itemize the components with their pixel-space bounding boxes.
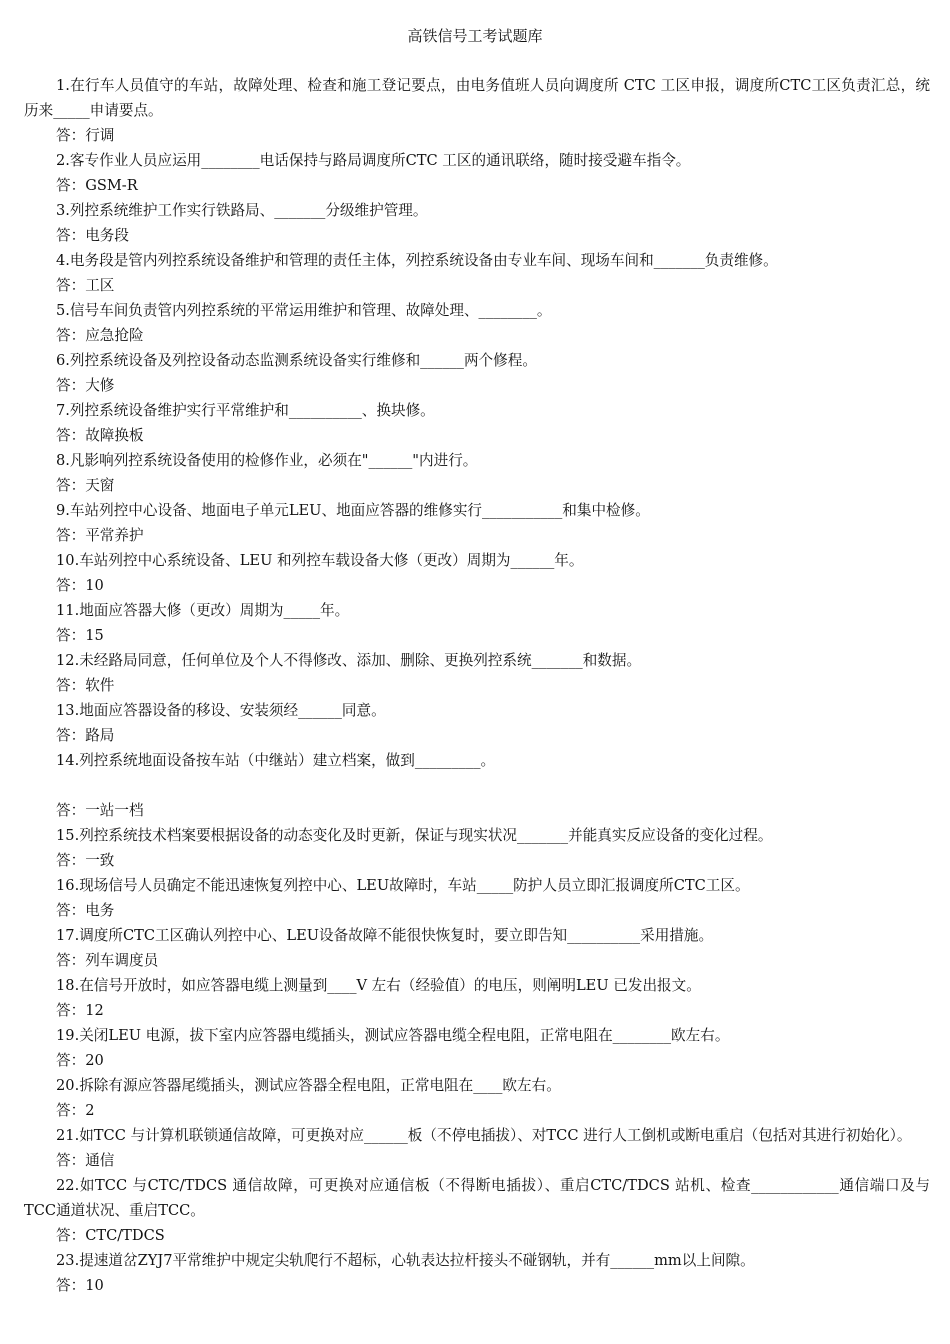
document-title: 高铁信号工考试题库 [407,27,543,45]
answer-text: 答：通信 [56,1152,115,1169]
answer-text: 答：应急抢险 [56,327,144,344]
question-text: 1.在行车人员值守的车站，故障处理、检查和施工登记要点，由电务值班人员向调度所 CTC 工区申报，调度所CTC工区负责汇总，统历来_____申请要点。 [24,77,930,119]
question-text: 3.列控系统维护工作实行铁路局、_______分级维护管理。 [56,202,428,219]
answer-text: 答：大修 [56,377,115,394]
answer-text: 答：路局 [56,727,115,744]
answer-text: 答：一致 [56,852,115,869]
answer-text: 答：故障换板 [56,427,144,444]
question-text: 21.如TCC 与计算机联锁通信故障，可更换对应______板（不停电插拔）、对TCC 进行人工倒机或断电重启（包括对其进行初始化）。 [56,1127,912,1144]
question-text: 4.电务段是管内列控系统设备维护和管理的责任主体，列控系统设备由专业车间、现场车间和_______负责维修。 [56,252,778,269]
question-text: 16.现场信号人员确定不能迅速恢复列控中心、LEU故障时，车站_____防护人员立即汇报调度所CTC工区。 [56,877,750,894]
answer-text: 答：12 [56,1002,104,1019]
answer-text: 答：平常养护 [56,527,144,544]
question-list [24,73,930,1298]
question-text: 17.调度所CTC工区确认列控中心、LEU设备故障不能很快恢复时，要立即告知__________采用措施。 [56,927,714,944]
answer-text: 答：软件 [56,677,115,694]
answer-text: 答：一站一档 [56,802,144,819]
answer-text: 答：行调 [56,127,115,144]
question-text: 18.在信号开放时，如应答器电缆上测量到____V 左右（经验值）的电压，则阐明LEU 已发出报文。 [56,977,701,994]
answer-text: 答：2 [56,1102,95,1119]
question-text: 10.车站列控中心系统设备、LEU 和列控车载设备大修（更改）周期为______年。 [56,552,584,569]
question-text: 19.关闭LEU 电源，拔下室内应答器电缆插头，测试应答器电缆全程电阻，正常电阻在________欧左右。 [56,1027,730,1044]
answer-text: 答：15 [56,627,104,644]
answer-text: 答：GSM-R [56,177,138,194]
question-text: 9.车站列控中心设备、地面电子单元LEU、地面应答器的维修实行___________和集中检修。 [56,502,650,519]
question-text: 2.客专作业人员应运用________电话保持与路局调度所CTC 工区的通讯联络，随时接受避车指令。 [56,152,691,169]
answer-text: 答：天窗 [56,477,115,494]
answer-text: 答：10 [56,577,104,594]
question-text: 23.提速道岔ZYJ7平常维护中规定尖轨爬行不超标，心轨表达拉杆接头不碰钢轨，并有______mm以上间隙。 [56,1252,755,1269]
answer-text: 答：20 [56,1052,104,1069]
answer-text: 答：电务 [56,902,115,919]
question-text: 14.列控系统地面设备按车站（中继站）建立档案，做到_________。 [56,752,496,769]
question-text: 5.信号车间负责管内列控系统的平常运用维护和管理、故障处理、________。 [56,302,552,319]
question-text: 15.列控系统技术档案要根据设备的动态变化及时更新，保证与现实状况_______并能真实反应设备的变化过程。 [56,827,773,844]
question-text: 13.地面应答器设备的移设、安装须经______同意。 [56,702,386,719]
question-text: 8.凡影响列控系统设备使用的检修作业，必须在"______"内进行。 [56,452,478,469]
question-text: 11.地面应答器大修（更改）周期为_____年。 [56,602,350,619]
question-text: 22.如TCC 与CTC/TDCS 通信故障，可更换对应通信板（不得断电插拔）、重启CTC/TDCS 站机、检查____________通信端口及与TCC通道状况、重启TCC。 [24,1177,930,1219]
question-text: 7.列控系统设备维护实行平常维护和__________、换块修。 [56,402,435,419]
answer-text: 答：工区 [56,277,115,294]
question-text: 12.未经路局同意，任何单位及个人不得修改、添加、删除、更换列控系统_______和数据。 [56,652,642,669]
answer-text: 答：电务段 [56,227,129,244]
question-text: 20.拆除有源应答器尾缆插头，测试应答器全程电阻，正常电阻在____欧左右。 [56,1077,561,1094]
answer-text: 答：CTC/TDCS [56,1227,165,1244]
answer-text: 答：列车调度员 [56,952,159,969]
blank-line [24,773,930,798]
question-text: 6.列控系统设备及列控设备动态监测系统设备实行维修和______两个修程。 [56,352,537,369]
answer-text: 答：10 [56,1277,104,1294]
